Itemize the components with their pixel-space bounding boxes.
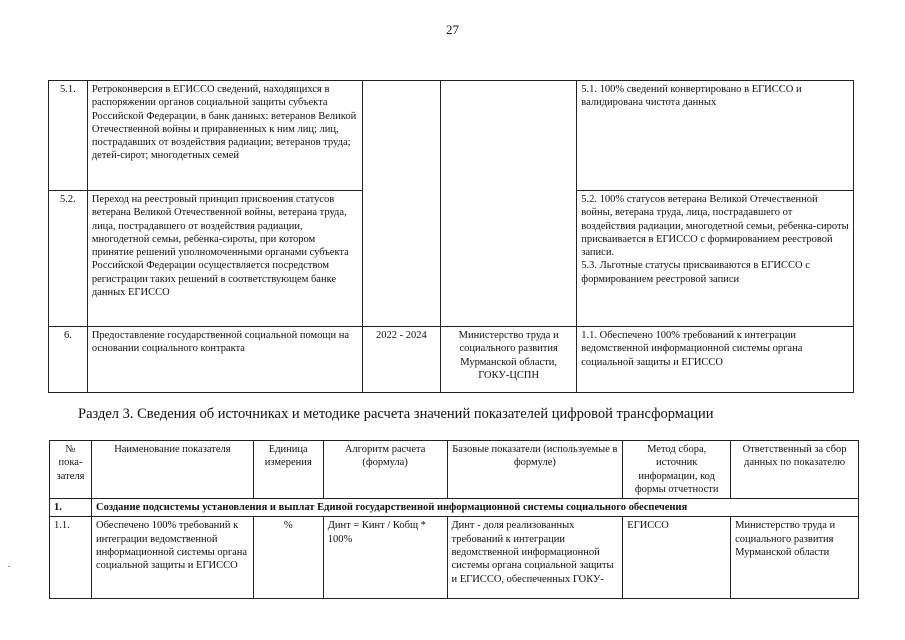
header-responsible: Ответственный за сбор данных по показателю [731,441,859,499]
executor-cell [441,81,577,327]
header-base: Базовые показатели (используемые в формуле) [447,441,623,499]
group-row [50,499,859,517]
header-formula: Алгоритм расчета (формула) [323,441,447,499]
header-unit: Единица измерения [253,441,323,499]
group-title: Создание подсистемы установления и выплат Единой государственной информационной системы социального обеспечения [91,499,858,517]
measure-name: Предоставление государственной социальной помощи на основании социального контракта [87,327,362,393]
measure-name: Ретроконверсия в ЕГИССО сведений, находящихся в распоряжении органов социальной защиты субъекта Российской Федерации, в банк данных: ветеранов Великой Отечественной войны и приравненных к ним лиц; лиц, пострадавших от воздействия радиации; ветеранов труда; детей-сирот; многодетных семей [87,81,362,191]
table-row [49,81,854,191]
measure-name: Переход на реестровый принцип присвоения статусов ветерана Великой Отечественной войны, ветерана труда, лица, пострадавшего от воздействия радиации, многодетной семьи, ребенка-сироты, при котором принятие решений уполномоченными органами субъекта Российской Федерации осуществляется посредством регистрации таких решений в соответствующем банке данных ЕГИССО [87,191,362,327]
indicator-name: Обеспечено 100% требований к интеграции ведомственной информационной системы органа социальной защиты и ЕГИССО [91,517,253,599]
indicator-base: Динт - доля реализованных требований к интеграции ведомственной информационной системы органа социальной защиты и ЕГИССО, обеспеченных ГОКУ- [447,517,623,599]
page-number: 27 [446,22,459,37]
table-row [49,327,854,393]
period: 2022 - 2024 [362,327,440,393]
indicator-responsible: Министерство труда и социального развития Мурманской области [731,517,859,599]
header-name: Наименование показателя [91,441,253,499]
indicator-method: ЕГИССО [623,517,731,599]
row-number: 6. [49,327,88,393]
header-row [50,441,859,499]
row-number: 5.1. [49,81,88,191]
group-number: 1. [50,499,92,517]
result-5-2: 5.2. 100% статусов ветерана Великой Отечественной войны, ветерана труда, лица, пострадавшего от воздействия радиации, многодетной семьи, ребенка-сироты присваивается в ЕГИССО с формированием реестровой записи. [581,194,849,259]
indicator-formula: Динт = Кинт / Кобщ * 100% [323,517,447,599]
measures-table [48,80,854,393]
section-title: Раздел 3. Сведения об источниках и методике расчета значений показателей цифровой трансформации [78,406,714,422]
row-number: 5.2. [49,191,88,327]
table-row [50,517,859,599]
indicator-unit: % [253,517,323,599]
indicator-number: 1.1. [50,517,92,599]
executor: Министерство труда и социального развития Мурманской области, ГОКУ-ЦСПН [441,327,577,393]
measure-result [577,191,854,327]
header-number: № пока-зателя [50,441,92,499]
period-cell [362,81,440,327]
indicators-table [49,440,859,599]
margin-mark [8,566,10,567]
measure-result: 1.1. Обеспечено 100% требований к интеграции ведомственной информационной системы органа социальной защиты и ЕГИССО [577,327,854,393]
result-5-3: 5.3. Льготные статусы присваиваются в ЕГИССО с формированием реестровой записи [581,260,810,285]
header-method: Метод сбора, источник информации, код формы отчетности [623,441,731,499]
measure-result: 5.1. 100% сведений конвертировано в ЕГИССО и валидирована чистота данных [577,81,854,191]
